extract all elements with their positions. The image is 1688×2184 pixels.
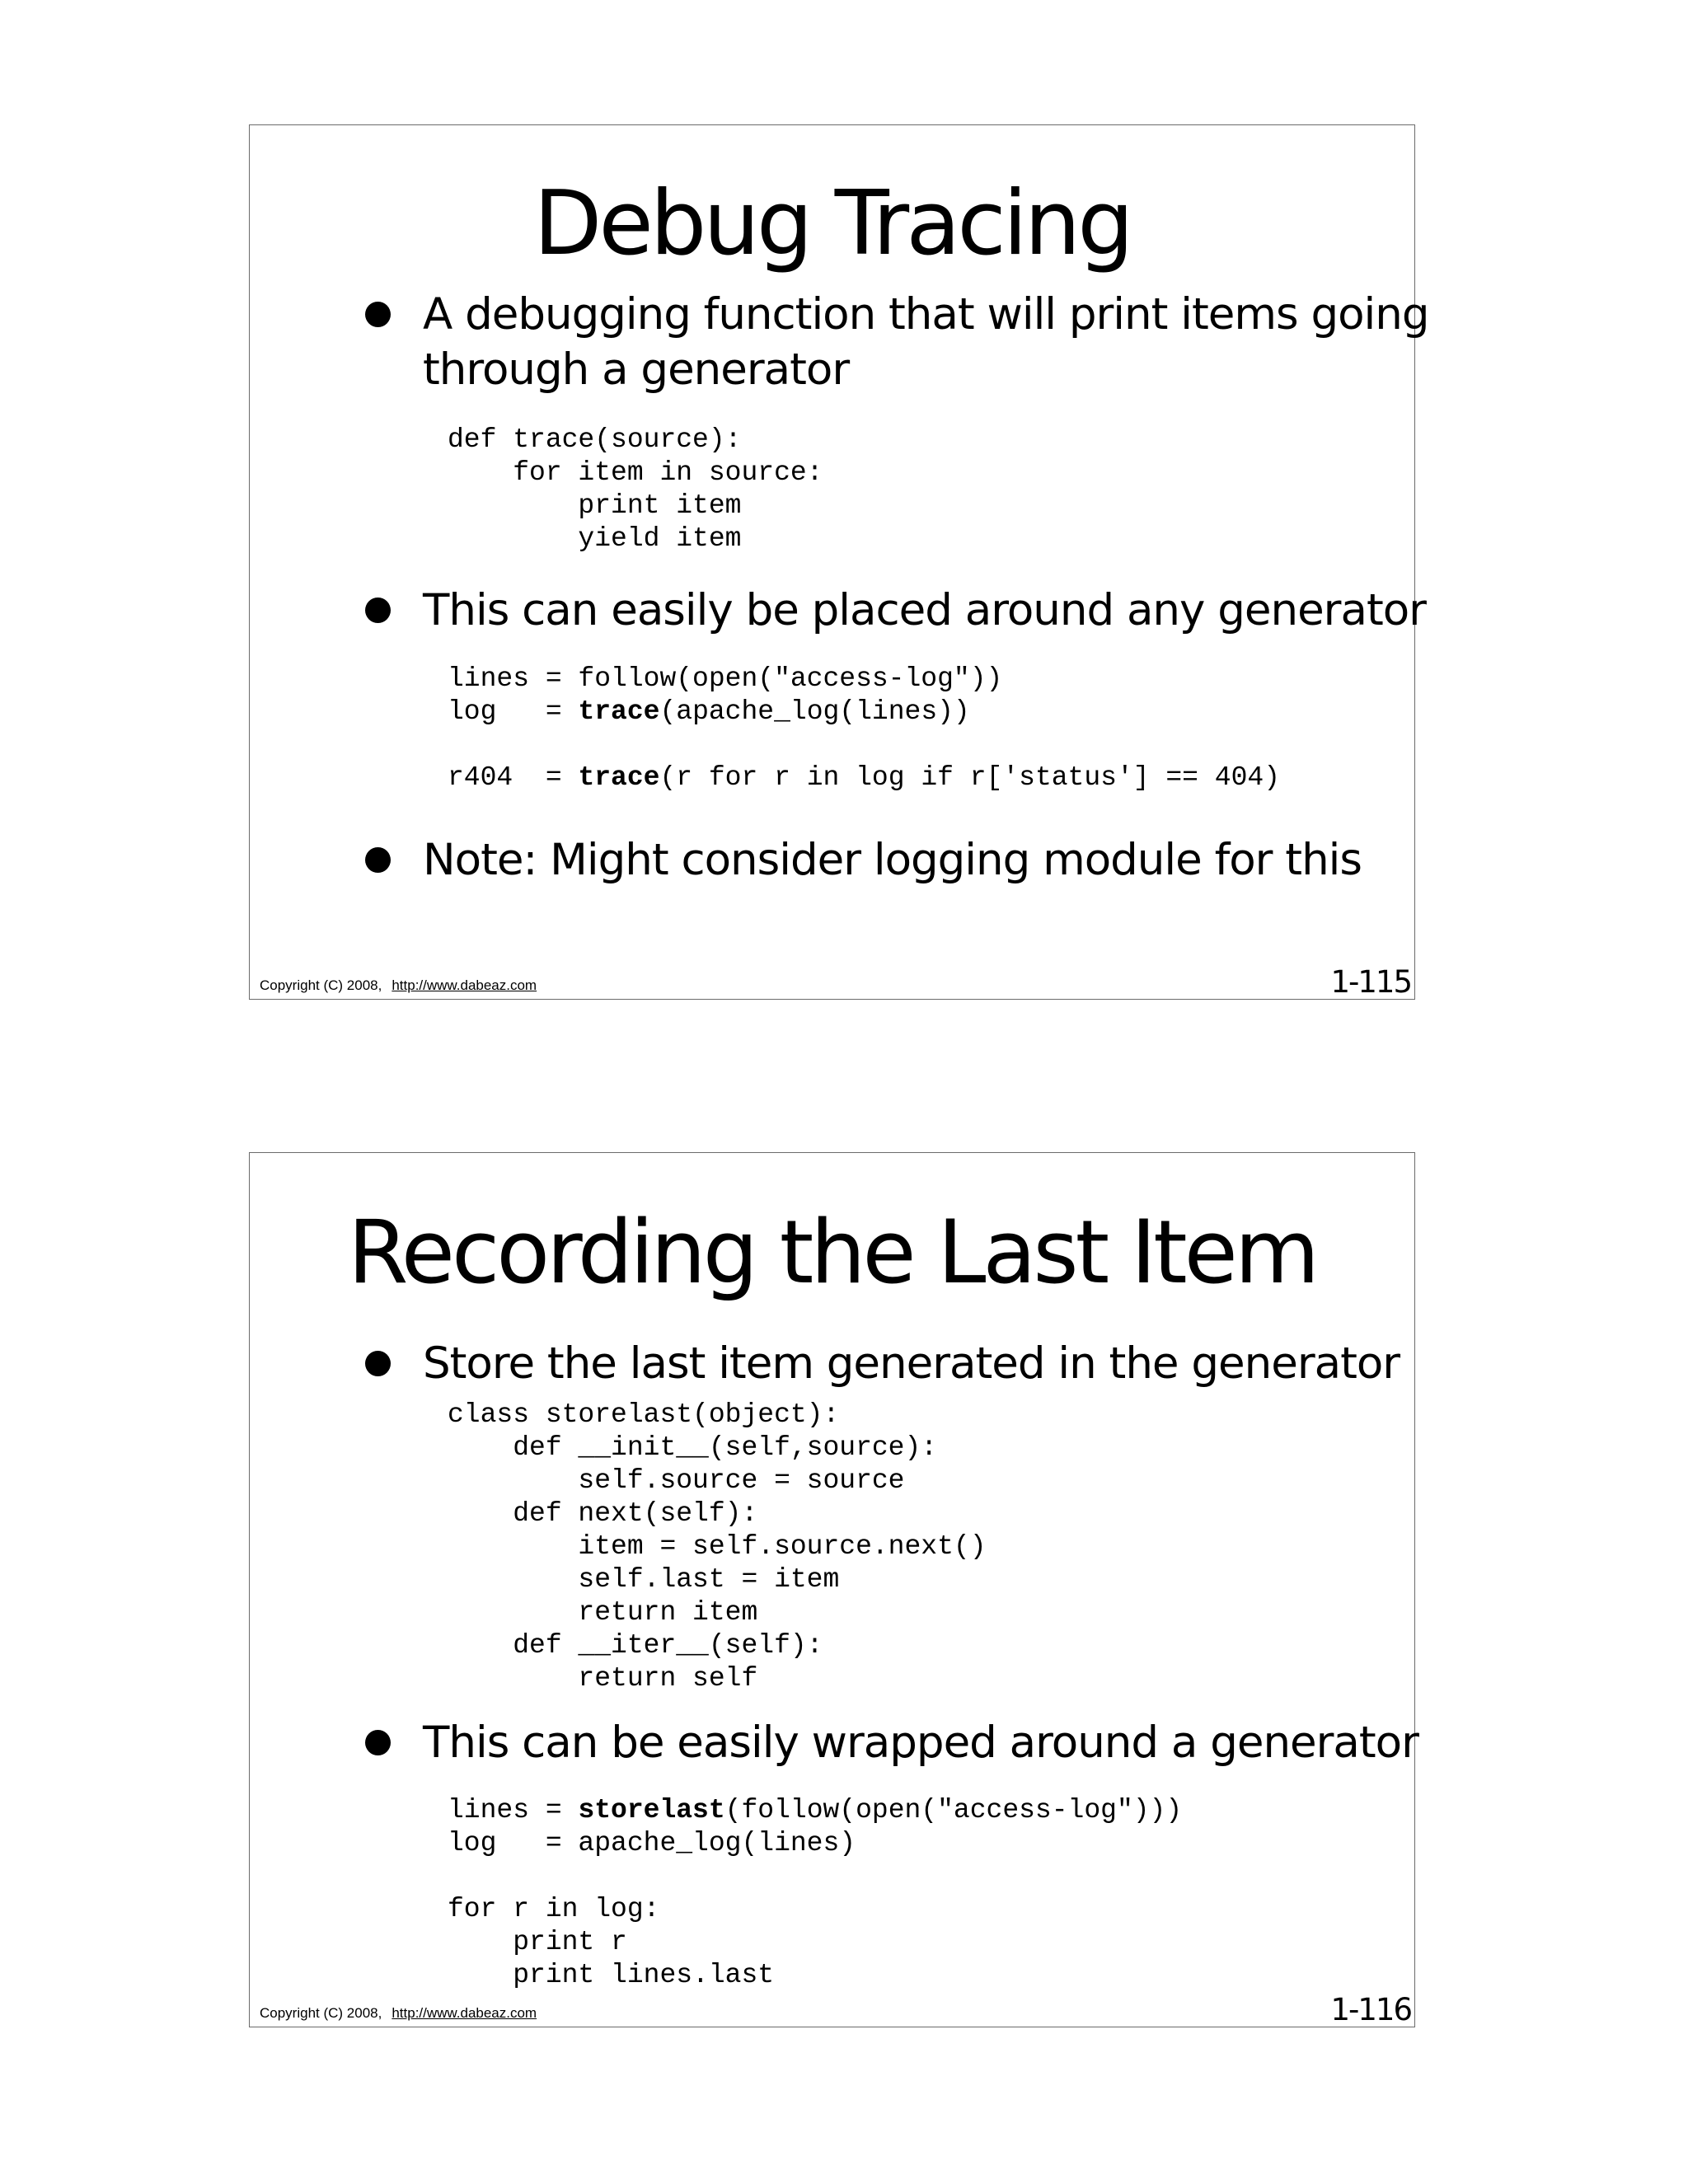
code-block-storelast-usage [448,1794,1182,1992]
slide-footer [260,2005,537,2022]
bullet-dot-icon [365,1730,391,1755]
code-line [448,1795,1182,1825]
page-number: 1-115 [1330,964,1411,1000]
code-line: def __iter__(self): [448,1630,823,1661]
code-line: yield item [448,523,742,554]
slide-title: Recording the Last Item [347,1202,1317,1303]
code-block-trace-usage [448,663,1280,794]
code-line: def __init__(self,source): [448,1432,938,1463]
code-text: lines = [448,1795,579,1825]
code-text: r404 = [448,762,579,793]
copyright-text: Copyright (C) 2008, [260,2005,382,2021]
code-block-trace-def [448,424,823,555]
code-block-storelast-class [448,1399,987,1695]
code-line: for item in source: [448,457,823,488]
code-line [448,762,1280,793]
code-line: def next(self): [448,1498,758,1529]
slide-footer [260,977,537,994]
code-line: for r in log: [448,1894,660,1924]
code-text: (apache_log(lines)) [659,696,970,727]
code-line: self.last = item [448,1564,840,1595]
bullet-dot-icon [365,302,391,327]
page-number: 1-116 [1330,1992,1411,2027]
code-line: return self [448,1663,758,1694]
slide-debug-tracing [249,124,1429,1000]
bullet-dot-icon [365,847,391,873]
code-line: def trace(source): [448,424,742,455]
code-line: return item [448,1597,758,1628]
bullet-text: Store the last item generated in the generator [423,1338,1400,1389]
code-keyword: storelast [578,1795,725,1825]
code-text: (follow(open("access-log"))) [724,1795,1183,1825]
bullet-text: This can be easily wrapped around a generator [423,1718,1418,1768]
code-line: self.source = source [448,1465,905,1496]
code-keyword: trace [578,696,660,727]
code-line: lines = follow(open("access-log")) [448,663,1003,694]
code-line: log = apache_log(lines) [448,1828,856,1858]
bullet-text: This can easily be placed around any generator [423,585,1426,635]
code-keyword: trace [578,762,660,793]
code-line: class storelast(object): [448,1399,840,1430]
code-line: print item [448,490,742,521]
bullet-dot-icon [365,1351,391,1376]
bullet-text-continued: through a generator [423,344,850,395]
code-text: (r for r in log if r['status'] == 404) [659,762,1280,793]
code-line [448,696,970,727]
footer-link[interactable]: http://www.dabeaz.com [392,2005,537,2021]
slide-recording-last-item [249,1152,1418,2027]
footer-link[interactable]: http://www.dabeaz.com [392,977,537,993]
code-line: print r [448,1927,627,1957]
code-line: item = self.source.next() [448,1531,987,1562]
bullet-text: Note: Might consider logging module for this [423,835,1362,885]
code-line: print lines.last [448,1960,775,1990]
bullet-dot-icon [365,598,391,623]
slide-title: Debug Tracing [533,172,1131,275]
code-text: log = [448,696,579,727]
bullet-text: A debugging function that will print items going [423,289,1429,340]
copyright-text: Copyright (C) 2008, [260,977,382,993]
